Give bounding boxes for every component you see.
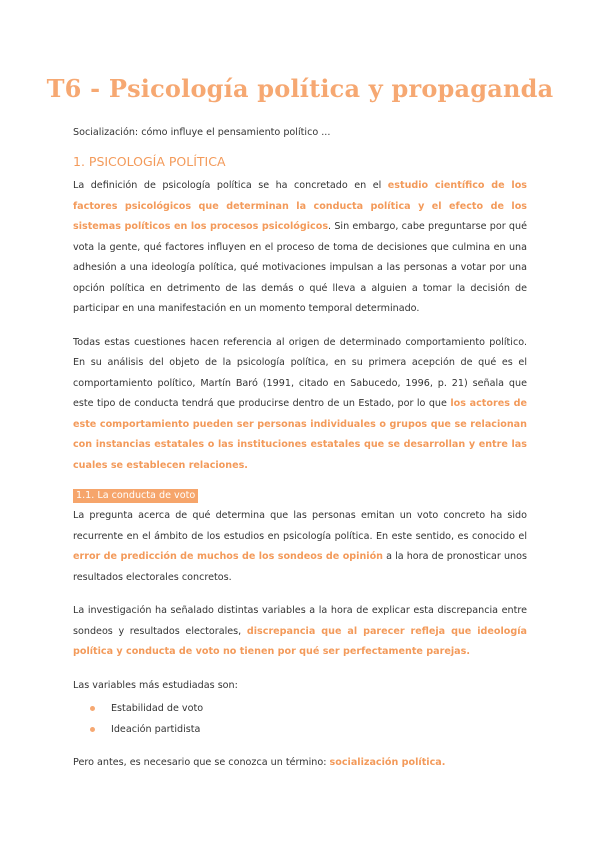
- document-body: [73, 125, 527, 774]
- paragraph-termino: [73, 753, 527, 774]
- paragraph-text: La investigación ha señalado distintas variables a la hora de explicar esta discrepancia entre sondeos y resultados electorales,: [73, 605, 527, 637]
- highlighted-text: discrepancia que al parecer refleja que ideología política y conducta de voto no tienen por qué ser perfectamente parejas.: [73, 625, 527, 657]
- list-item: [73, 698, 527, 719]
- subsection-heading-conducta-voto: 1.1. La conducta de voto: [73, 489, 198, 503]
- paragraph-definicion: [73, 176, 527, 320]
- highlighted-text: estudio científico de los factores psicológicos que determinan la conducta política y el efecto de los sistemas políticos en los procesos psicológicos: [73, 180, 527, 232]
- subsection-heading-wrap: [73, 488, 527, 504]
- variables-list: [73, 698, 527, 740]
- bullet-icon: [90, 706, 95, 711]
- paragraph-text: Todas estas cuestiones hacen referencia al origen de determinado comportamiento político. En su análisis del objeto de la psicología política, en su primera acepción de qué es el comportamiento político, Martín Baró (1991, citado en Sabucedo, 1996, p. 21) señala que este tipo de conducta tendrá que producirse dentro de un Estado, por lo que: [73, 336, 527, 409]
- paragraph-pregunta: [73, 506, 527, 588]
- paragraph-text: Pero antes, es necesario que se conozca un término:: [73, 757, 330, 768]
- paragraph-cuestiones: [73, 333, 527, 477]
- document-title: T6 - Psicología política y propaganda: [46, 74, 554, 103]
- highlighted-text: error de predicción de muchos de los sondeos de opinión: [73, 551, 383, 562]
- highlighted-text: socialización política.: [329, 757, 446, 768]
- subtitle: Socialización: cómo influye el pensamiento político ...: [73, 127, 331, 138]
- paragraph-variables: Las variables más estudiadas son:: [73, 679, 238, 691]
- paragraph-investigacion: [73, 601, 527, 663]
- section-heading-psicologia-politica: 1. PSICOLOGÍA POLÍTICA: [73, 154, 226, 169]
- list-item: [73, 719, 527, 740]
- list-item-label: Estabilidad de voto: [111, 703, 204, 714]
- list-item-label: Ideación partidista: [111, 724, 201, 735]
- paragraph-text: La pregunta acerca de qué determina que las personas emitan un voto concreto ha sido recurrente en el ámbito de los estudios en psicología política. En este sentido, es conocido el: [73, 510, 527, 542]
- paragraph-text: La definición de psicología política se ha concretado en el: [73, 180, 388, 191]
- paragraph-text: . Sin embargo, cabe preguntarse por qué vota la gente, qué factores influyen en el proceso de toma de decisiones que culmina en una adhesión a una ideología política, qué motivaciones impulsan a las personas a votar por una opción política en detrimento de las demás o qué lleva a alguien a tomar la decisión de participar en una manifestación en un momento temporal determinado.: [73, 221, 527, 314]
- bullet-icon: [90, 727, 95, 732]
- highlighted-text: los actores de este comportamiento pueden ser personas individuales o grupos que se relacionan con instancias estatales o las instituciones estatales que se desarrollan y entre las cuales se establecen relaciones.: [73, 398, 527, 471]
- paragraph-text: a la hora de pronosticar unos resultados electorales concretos.: [73, 551, 527, 583]
